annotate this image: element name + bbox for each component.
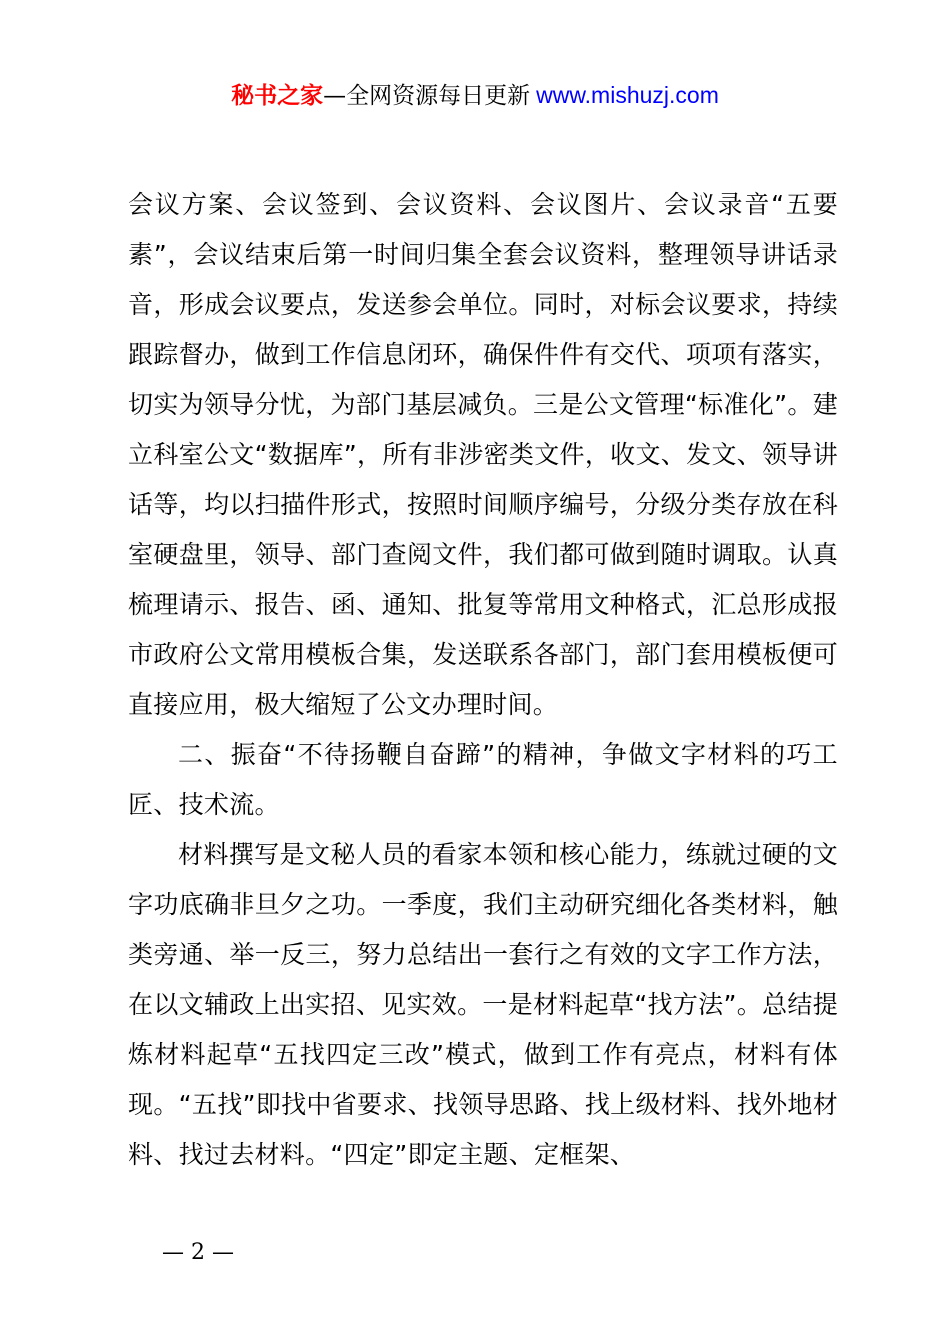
page-number: — 2 —	[162, 1240, 234, 1265]
paragraph-continued: 会议方案、会议签到、会议资料、会议图片、会议录音“五要素”，会议结束后第一时间归集全套会议资料，整理领导讲话录音，形成会议要点，发送参会单位。同时，对标会议要求，持续跟踪督办，做到工作信息闭环，确保件件有交代、项项有落实，切实为领导分忧，为部门基层减负。三是公文管理“标准化”。建立科室公文“数据库”，所有非涉密类文件，收文、发文、领导讲话等，均以扫描件形式，按照时间顺序编号，分级分类存放在科室硬盘里，领导、部门查阅文件，我们都可做到随时调取。认真梳理请示、报告、函、通知、批复等常用文种格式，汇总形成报市政府公文常用模板合集，发送联系各部门，部门套用模板便可直接应用，极大缩短了公文办理时间。	[128, 190, 838, 719]
section-heading-two: 二、振奋“不待扬鞭自奋蹄”的精神，争做文字材料的巧工匠、技术流。	[128, 740, 838, 819]
site-brand-name: 秘书之家	[231, 83, 324, 109]
site-banner	[0, 78, 950, 113]
paragraph-writing-skills: 材料撰写是文秘人员的看家本领和核心能力，练就过硬的文字功底确非旦夕之功。一季度，我们主动研究细化各类材料，触类旁通、举一反三，努力总结出一套行之有效的文字工作方法，在以文辅政上出实招、见实效。一是材料起草“找方法”。总结提炼材料起草“五找四定三改”模式，做到工作有亮点，材料有体现。“五找”即找中省要求、找领导思路、找上级材料、找外地材料、找过去材料。“四定”即定主题、定框架、	[128, 840, 838, 1169]
document-body	[128, 180, 838, 1180]
site-url-link[interactable]: www.mishuzj.com	[536, 82, 719, 108]
site-tagline: —全网资源每日更新	[323, 83, 531, 109]
